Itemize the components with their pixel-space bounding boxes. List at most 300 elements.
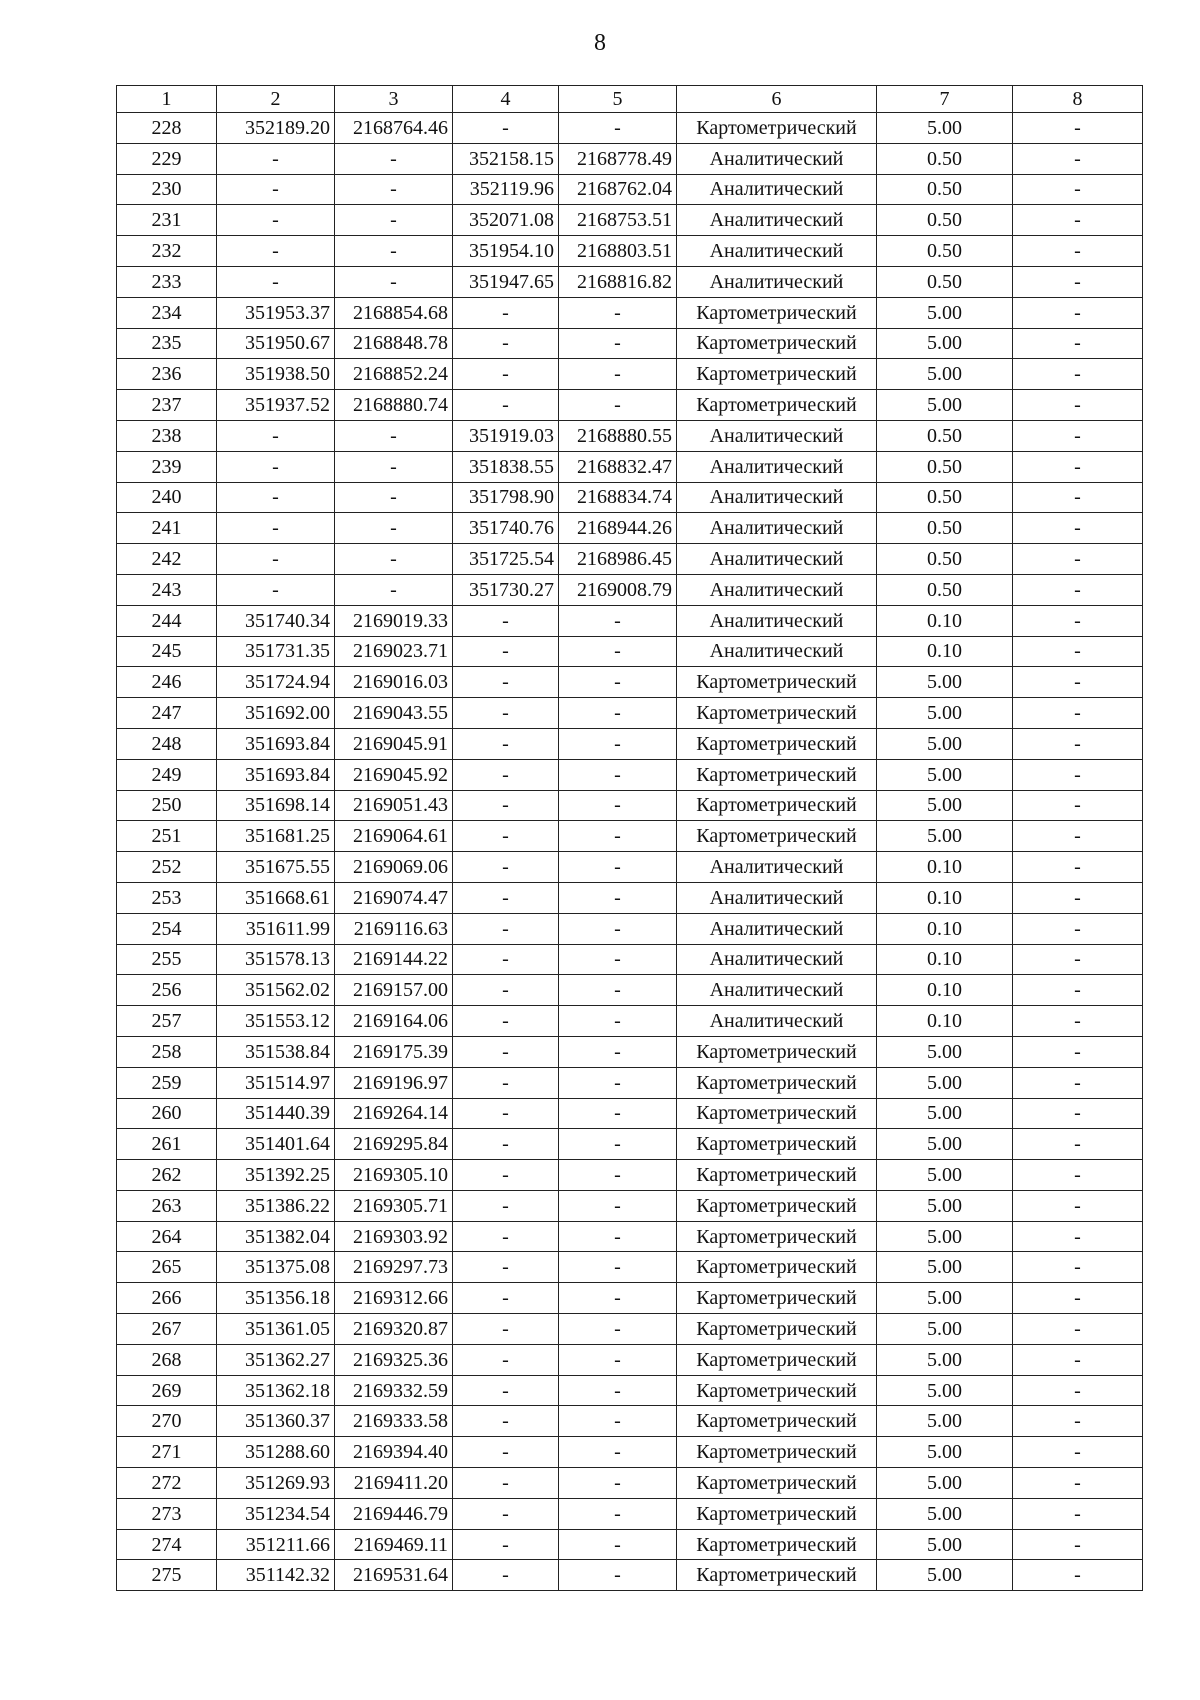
y-new-cell: 2168753.51 (559, 205, 677, 236)
x-new-cell: - (453, 728, 559, 759)
x-old-cell: 351611.99 (217, 913, 335, 944)
method-cell: Аналитический (677, 636, 877, 667)
x-old-cell: 351724.94 (217, 667, 335, 698)
note-cell: - (1013, 821, 1143, 852)
x-new-cell: - (453, 759, 559, 790)
y-new-cell: - (559, 636, 677, 667)
table-row (117, 636, 1143, 667)
point-number-cell: 262 (117, 1160, 217, 1191)
table-row (117, 574, 1143, 605)
x-old-cell: 351538.84 (217, 1036, 335, 1067)
accuracy-cell: 0.50 (877, 544, 1013, 575)
y-old-cell: - (335, 420, 453, 451)
x-new-cell: 351947.65 (453, 266, 559, 297)
point-number-cell: 230 (117, 174, 217, 205)
point-number-cell: 250 (117, 790, 217, 821)
method-cell: Аналитический (677, 852, 877, 883)
x-new-cell: - (453, 1221, 559, 1252)
y-new-cell: - (559, 698, 677, 729)
y-old-cell: 2169332.59 (335, 1375, 453, 1406)
point-number-cell: 247 (117, 698, 217, 729)
y-old-cell: - (335, 574, 453, 605)
x-old-cell: 351740.34 (217, 605, 335, 636)
y-old-cell: 2168764.46 (335, 113, 453, 144)
accuracy-cell: 5.00 (877, 1067, 1013, 1098)
note-cell: - (1013, 1529, 1143, 1560)
note-cell: - (1013, 698, 1143, 729)
x-old-cell: - (217, 482, 335, 513)
table-header (117, 86, 1143, 113)
y-new-cell: - (559, 390, 677, 421)
note-cell: - (1013, 390, 1143, 421)
x-old-cell: - (217, 513, 335, 544)
point-number-cell: 232 (117, 236, 217, 267)
x-new-cell: - (453, 297, 559, 328)
table-row (117, 143, 1143, 174)
table-row (117, 236, 1143, 267)
note-cell: - (1013, 913, 1143, 944)
x-new-cell: - (453, 1314, 559, 1345)
accuracy-cell: 5.00 (877, 1468, 1013, 1499)
accuracy-cell: 5.00 (877, 821, 1013, 852)
y-new-cell: - (559, 944, 677, 975)
table-row (117, 266, 1143, 297)
x-old-cell: 351675.55 (217, 852, 335, 883)
note-cell: - (1013, 1344, 1143, 1375)
y-new-cell: 2168816.82 (559, 266, 677, 297)
point-number-cell: 269 (117, 1375, 217, 1406)
x-new-cell: - (453, 1375, 559, 1406)
point-number-cell: 275 (117, 1560, 217, 1591)
table-row (117, 1283, 1143, 1314)
point-number-cell: 239 (117, 451, 217, 482)
point-number-cell: 238 (117, 420, 217, 451)
accuracy-cell: 5.00 (877, 359, 1013, 390)
x-new-cell: - (453, 1006, 559, 1037)
table-row (117, 1468, 1143, 1499)
y-new-cell: - (559, 605, 677, 636)
y-old-cell: - (335, 236, 453, 267)
method-cell: Картометрический (677, 728, 877, 759)
point-number-cell: 233 (117, 266, 217, 297)
accuracy-cell: 0.50 (877, 574, 1013, 605)
note-cell: - (1013, 544, 1143, 575)
x-old-cell: 351693.84 (217, 728, 335, 759)
x-new-cell: - (453, 852, 559, 883)
point-number-cell: 273 (117, 1498, 217, 1529)
y-new-cell: - (559, 1406, 677, 1437)
x-old-cell: 351361.05 (217, 1314, 335, 1345)
x-old-cell: 351953.37 (217, 297, 335, 328)
y-new-cell: - (559, 1067, 677, 1098)
table-row (117, 205, 1143, 236)
x-new-cell: - (453, 390, 559, 421)
y-new-cell: 2168880.55 (559, 420, 677, 451)
x-new-cell: - (453, 1129, 559, 1160)
x-old-cell: 352189.20 (217, 113, 335, 144)
column-header: 5 (559, 86, 677, 113)
y-new-cell: - (559, 667, 677, 698)
table-row (117, 913, 1143, 944)
x-old-cell: 351401.64 (217, 1129, 335, 1160)
point-number-cell: 240 (117, 482, 217, 513)
column-header: 2 (217, 86, 335, 113)
column-header: 1 (117, 86, 217, 113)
x-new-cell: - (453, 944, 559, 975)
table-row (117, 1006, 1143, 1037)
page-number: 8 (594, 30, 606, 56)
y-new-cell: - (559, 1468, 677, 1499)
x-old-cell: 351362.27 (217, 1344, 335, 1375)
method-cell: Картометрический (677, 1468, 877, 1499)
method-cell: Картометрический (677, 1344, 877, 1375)
method-cell: Картометрический (677, 1437, 877, 1468)
table-row (117, 852, 1143, 883)
y-old-cell: 2169531.64 (335, 1560, 453, 1591)
note-cell: - (1013, 1006, 1143, 1037)
y-new-cell: - (559, 1190, 677, 1221)
accuracy-cell: 5.00 (877, 390, 1013, 421)
accuracy-cell: 5.00 (877, 1221, 1013, 1252)
x-old-cell: - (217, 205, 335, 236)
x-old-cell: 351386.22 (217, 1190, 335, 1221)
table-row (117, 328, 1143, 359)
x-new-cell: 351838.55 (453, 451, 559, 482)
point-number-cell: 228 (117, 113, 217, 144)
point-number-cell: 246 (117, 667, 217, 698)
x-old-cell: 351937.52 (217, 390, 335, 421)
table-row (117, 975, 1143, 1006)
x-new-cell: 351740.76 (453, 513, 559, 544)
method-cell: Картометрический (677, 821, 877, 852)
point-number-cell: 258 (117, 1036, 217, 1067)
note-cell: - (1013, 1067, 1143, 1098)
x-old-cell: 351668.61 (217, 882, 335, 913)
method-cell: Картометрический (677, 390, 877, 421)
accuracy-cell: 0.10 (877, 882, 1013, 913)
y-new-cell: 2168832.47 (559, 451, 677, 482)
y-new-cell: - (559, 1529, 677, 1560)
note-cell: - (1013, 1406, 1143, 1437)
accuracy-cell: 5.00 (877, 1129, 1013, 1160)
note-cell: - (1013, 513, 1143, 544)
table-row (117, 513, 1143, 544)
accuracy-cell: 5.00 (877, 1529, 1013, 1560)
y-new-cell: - (559, 913, 677, 944)
point-number-cell: 231 (117, 205, 217, 236)
method-cell: Картометрический (677, 1098, 877, 1129)
method-cell: Картометрический (677, 698, 877, 729)
x-old-cell: 351693.84 (217, 759, 335, 790)
note-cell: - (1013, 1314, 1143, 1345)
x-old-cell: 351698.14 (217, 790, 335, 821)
table-row (117, 1529, 1143, 1560)
accuracy-cell: 5.00 (877, 667, 1013, 698)
y-new-cell: - (559, 882, 677, 913)
note-cell: - (1013, 1129, 1143, 1160)
point-number-cell: 241 (117, 513, 217, 544)
y-new-cell: - (559, 1344, 677, 1375)
table-row (117, 882, 1143, 913)
point-number-cell: 271 (117, 1437, 217, 1468)
y-old-cell: 2169264.14 (335, 1098, 453, 1129)
y-old-cell: 2169045.92 (335, 759, 453, 790)
table-row (117, 297, 1143, 328)
y-new-cell: 2168986.45 (559, 544, 677, 575)
x-old-cell: 351360.37 (217, 1406, 335, 1437)
y-new-cell: 2169008.79 (559, 574, 677, 605)
note-cell: - (1013, 1252, 1143, 1283)
y-new-cell: - (559, 359, 677, 390)
x-old-cell: 351382.04 (217, 1221, 335, 1252)
accuracy-cell: 5.00 (877, 1036, 1013, 1067)
y-old-cell: 2169295.84 (335, 1129, 453, 1160)
accuracy-cell: 5.00 (877, 1252, 1013, 1283)
y-new-cell: - (559, 1160, 677, 1191)
point-number-cell: 254 (117, 913, 217, 944)
note-cell: - (1013, 205, 1143, 236)
method-cell: Картометрический (677, 297, 877, 328)
point-number-cell: 274 (117, 1529, 217, 1560)
column-header: 4 (453, 86, 559, 113)
point-number-cell: 266 (117, 1283, 217, 1314)
table-row (117, 759, 1143, 790)
point-number-cell: 253 (117, 882, 217, 913)
point-number-cell: 248 (117, 728, 217, 759)
x-new-cell: 352119.96 (453, 174, 559, 205)
y-old-cell: 2169064.61 (335, 821, 453, 852)
method-cell: Аналитический (677, 574, 877, 605)
method-cell: Картометрический (677, 1283, 877, 1314)
note-cell: - (1013, 759, 1143, 790)
y-old-cell: 2169157.00 (335, 975, 453, 1006)
y-new-cell: - (559, 1036, 677, 1067)
x-new-cell: - (453, 1283, 559, 1314)
accuracy-cell: 5.00 (877, 113, 1013, 144)
y-new-cell: 2168762.04 (559, 174, 677, 205)
x-new-cell: 351798.90 (453, 482, 559, 513)
table-row (117, 1252, 1143, 1283)
y-old-cell: 2169469.11 (335, 1529, 453, 1560)
point-number-cell: 251 (117, 821, 217, 852)
note-cell: - (1013, 174, 1143, 205)
accuracy-cell: 5.00 (877, 1344, 1013, 1375)
method-cell: Аналитический (677, 1006, 877, 1037)
x-new-cell: - (453, 1406, 559, 1437)
note-cell: - (1013, 605, 1143, 636)
x-new-cell: - (453, 359, 559, 390)
note-cell: - (1013, 1190, 1143, 1221)
x-new-cell: - (453, 113, 559, 144)
accuracy-cell: 5.00 (877, 790, 1013, 821)
table-row (117, 544, 1143, 575)
y-new-cell: - (559, 759, 677, 790)
y-old-cell: 2169196.97 (335, 1067, 453, 1098)
method-cell: Аналитический (677, 482, 877, 513)
accuracy-cell: 5.00 (877, 1498, 1013, 1529)
accuracy-cell: 5.00 (877, 1314, 1013, 1345)
accuracy-cell: 5.00 (877, 328, 1013, 359)
accuracy-cell: 0.50 (877, 236, 1013, 267)
y-new-cell: - (559, 821, 677, 852)
y-old-cell: 2169144.22 (335, 944, 453, 975)
x-new-cell: - (453, 882, 559, 913)
table-row (117, 174, 1143, 205)
table-row (117, 667, 1143, 698)
method-cell: Аналитический (677, 544, 877, 575)
accuracy-cell: 0.10 (877, 852, 1013, 883)
y-old-cell: 2169069.06 (335, 852, 453, 883)
table-row (117, 1190, 1143, 1221)
y-old-cell: 2169325.36 (335, 1344, 453, 1375)
accuracy-cell: 0.50 (877, 143, 1013, 174)
x-new-cell: - (453, 328, 559, 359)
y-old-cell: - (335, 174, 453, 205)
method-cell: Картометрический (677, 1036, 877, 1067)
x-old-cell: 351731.35 (217, 636, 335, 667)
y-old-cell: 2169305.71 (335, 1190, 453, 1221)
y-new-cell: - (559, 975, 677, 1006)
table-row (117, 1221, 1143, 1252)
y-old-cell: 2169023.71 (335, 636, 453, 667)
table-row (117, 451, 1143, 482)
method-cell: Картометрический (677, 1252, 877, 1283)
x-old-cell: - (217, 420, 335, 451)
table-row (117, 821, 1143, 852)
method-cell: Картометрический (677, 1129, 877, 1160)
method-cell: Аналитический (677, 513, 877, 544)
method-cell: Аналитический (677, 420, 877, 451)
accuracy-cell: 0.50 (877, 482, 1013, 513)
table-row (117, 1036, 1143, 1067)
x-new-cell: - (453, 698, 559, 729)
point-number-cell: 242 (117, 544, 217, 575)
x-old-cell: - (217, 544, 335, 575)
table-row (117, 1437, 1143, 1468)
point-number-cell: 263 (117, 1190, 217, 1221)
accuracy-cell: 0.50 (877, 420, 1013, 451)
method-cell: Картометрический (677, 1498, 877, 1529)
column-header: 7 (877, 86, 1013, 113)
note-cell: - (1013, 359, 1143, 390)
accuracy-cell: 0.50 (877, 513, 1013, 544)
x-old-cell: 351288.60 (217, 1437, 335, 1468)
y-old-cell: 2169074.47 (335, 882, 453, 913)
table-row (117, 1067, 1143, 1098)
y-old-cell: 2169411.20 (335, 1468, 453, 1499)
y-old-cell: 2169045.91 (335, 728, 453, 759)
y-old-cell: 2169312.66 (335, 1283, 453, 1314)
point-number-cell: 259 (117, 1067, 217, 1098)
y-old-cell: 2169333.58 (335, 1406, 453, 1437)
accuracy-cell: 0.10 (877, 975, 1013, 1006)
point-number-cell: 256 (117, 975, 217, 1006)
point-number-cell: 237 (117, 390, 217, 421)
x-old-cell: 351553.12 (217, 1006, 335, 1037)
x-new-cell: - (453, 1190, 559, 1221)
accuracy-cell: 0.50 (877, 451, 1013, 482)
x-old-cell: - (217, 451, 335, 482)
x-new-cell: 352071.08 (453, 205, 559, 236)
note-cell: - (1013, 667, 1143, 698)
point-number-cell: 267 (117, 1314, 217, 1345)
x-new-cell: 352158.15 (453, 143, 559, 174)
x-new-cell: - (453, 667, 559, 698)
y-new-cell: 2168803.51 (559, 236, 677, 267)
method-cell: Аналитический (677, 944, 877, 975)
table-row (117, 790, 1143, 821)
y-old-cell: 2168848.78 (335, 328, 453, 359)
table-row (117, 359, 1143, 390)
accuracy-cell: 5.00 (877, 1283, 1013, 1314)
x-old-cell: - (217, 143, 335, 174)
note-cell: - (1013, 451, 1143, 482)
method-cell: Картометрический (677, 1221, 877, 1252)
y-old-cell: 2169394.40 (335, 1437, 453, 1468)
method-cell: Аналитический (677, 266, 877, 297)
point-number-cell: 245 (117, 636, 217, 667)
accuracy-cell: 5.00 (877, 1375, 1013, 1406)
note-cell: - (1013, 728, 1143, 759)
x-new-cell: 351730.27 (453, 574, 559, 605)
y-new-cell: - (559, 1375, 677, 1406)
table-row (117, 390, 1143, 421)
table-row (117, 1129, 1143, 1160)
accuracy-cell: 0.50 (877, 205, 1013, 236)
accuracy-cell: 0.10 (877, 605, 1013, 636)
x-old-cell: - (217, 266, 335, 297)
method-cell: Картометрический (677, 1560, 877, 1591)
x-new-cell: - (453, 1560, 559, 1591)
accuracy-cell: 0.10 (877, 636, 1013, 667)
method-cell: Картометрический (677, 759, 877, 790)
y-old-cell: 2168880.74 (335, 390, 453, 421)
y-old-cell: - (335, 544, 453, 575)
table-row (117, 113, 1143, 144)
accuracy-cell: 0.10 (877, 1006, 1013, 1037)
x-new-cell: 351919.03 (453, 420, 559, 451)
x-old-cell: 351514.97 (217, 1067, 335, 1098)
point-number-cell: 234 (117, 297, 217, 328)
note-cell: - (1013, 1560, 1143, 1591)
note-cell: - (1013, 266, 1143, 297)
y-new-cell: - (559, 1098, 677, 1129)
x-new-cell: - (453, 1098, 559, 1129)
y-new-cell: - (559, 1252, 677, 1283)
x-new-cell: - (453, 1067, 559, 1098)
method-cell: Аналитический (677, 236, 877, 267)
y-new-cell: 2168778.49 (559, 143, 677, 174)
y-old-cell: - (335, 205, 453, 236)
y-new-cell: 2168834.74 (559, 482, 677, 513)
x-old-cell: 351938.50 (217, 359, 335, 390)
note-cell: - (1013, 1160, 1143, 1191)
accuracy-cell: 0.10 (877, 913, 1013, 944)
x-old-cell: 351681.25 (217, 821, 335, 852)
y-new-cell: - (559, 852, 677, 883)
y-old-cell: 2169051.43 (335, 790, 453, 821)
method-cell: Картометрический (677, 790, 877, 821)
y-old-cell: 2168852.24 (335, 359, 453, 390)
column-header: 3 (335, 86, 453, 113)
y-old-cell: 2169303.92 (335, 1221, 453, 1252)
note-cell: - (1013, 236, 1143, 267)
point-number-cell: 236 (117, 359, 217, 390)
method-cell: Картометрический (677, 667, 877, 698)
accuracy-cell: 0.10 (877, 944, 1013, 975)
y-new-cell: 2168944.26 (559, 513, 677, 544)
note-cell: - (1013, 482, 1143, 513)
